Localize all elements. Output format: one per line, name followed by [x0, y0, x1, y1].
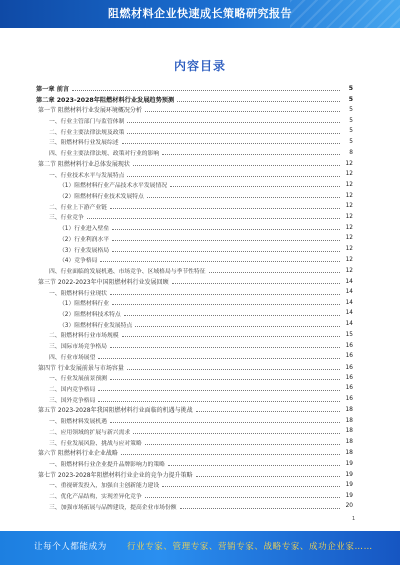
toc-entry-page: 18 [345, 417, 353, 424]
toc-entry[interactable] [36, 244, 353, 255]
toc-entry-page: 19 [345, 460, 353, 467]
toc-entry-label: 一、行业技术水平与发展特点 [49, 172, 125, 179]
toc-entry-label: 三、加强市场拓展与品牌建设，提高企业市场份额 [49, 504, 177, 511]
toc-dot-leader [87, 218, 340, 219]
toc-dot-leader [122, 336, 340, 337]
toc-dot-leader [196, 411, 340, 412]
toc-entry-label: （2）阻燃材料行业技术发展特点 [59, 194, 144, 201]
toc-entry[interactable] [36, 490, 353, 501]
toc-entry-label: 二、阻燃材料行业市场规模 [49, 333, 119, 340]
toc-dot-leader [110, 422, 340, 423]
toc-dot-leader [122, 143, 340, 144]
toc-entry[interactable] [36, 458, 353, 469]
toc-entry-label: （2）阻燃材料技术特点 [59, 311, 121, 318]
toc-entry-page: 12 [345, 159, 353, 167]
toc-entry[interactable] [36, 190, 353, 201]
toc-entry-page: 16 [345, 363, 353, 371]
toc-dot-leader [127, 133, 340, 134]
toc-entry-label: （3）阻燃材料行业发展特点 [59, 322, 133, 329]
toc-dot-leader [170, 186, 340, 187]
toc-entry-page: 8 [349, 149, 353, 156]
toc-entry-label: 第一章 前言 [36, 85, 70, 93]
toc-entry-page: 16 [345, 342, 353, 349]
toc-entry-page: 19 [345, 481, 353, 488]
toc-entry-label: 三、国外竞争格局 [49, 397, 96, 404]
toc-entry-label: 三、行业发展风险、挑战与应对策略 [49, 440, 142, 447]
toc-dot-leader [133, 165, 340, 166]
toc-entry-page: 12 [345, 267, 353, 274]
toc-entry[interactable] [36, 222, 353, 233]
toc-entry[interactable] [36, 94, 353, 105]
toc-entry[interactable] [36, 319, 353, 330]
toc-entry-label: 第三节 2022-2023年中国阻燃材料行业发展回顾 [38, 278, 169, 286]
toc-entry-label: 二、行业上下游产业链 [49, 204, 107, 211]
table-of-contents [36, 83, 353, 512]
toc-entry-label: 三、阻燃材料行业发展综述 [49, 140, 119, 147]
toc-dot-leader [127, 369, 340, 370]
footer-slogan: 让每个人都能成为 [34, 542, 107, 552]
toc-entry[interactable] [36, 83, 353, 94]
toc-entry-page: 5 [348, 84, 353, 92]
toc-dot-leader [110, 208, 340, 209]
toc-entry[interactable] [36, 415, 353, 426]
toc-entry-page: 12 [345, 235, 353, 242]
toc-entry-label: 二、优化产品结构，实现差异化竞争 [49, 494, 142, 501]
toc-entry[interactable] [36, 147, 353, 158]
toc-entry-page: 5 [349, 128, 353, 135]
toc-entry-label: 第七节 2023-2028年阻燃材料行业企业的竞争力提升策略 [38, 471, 193, 479]
toc-entry-label: 一、阻燃材料发展机遇 [49, 419, 107, 426]
toc-entry-label: 三、行业竞争 [49, 215, 84, 222]
toc-entry-page: 14 [345, 289, 353, 296]
toc-entry[interactable] [36, 330, 353, 341]
toc-dot-leader [177, 101, 340, 102]
toc-entry[interactable] [36, 480, 353, 491]
toc-dot-leader [133, 433, 340, 434]
toc-entry[interactable] [36, 104, 353, 115]
toc-dot-leader [110, 379, 340, 380]
toc-dot-leader [124, 315, 340, 316]
toc-entry-page: 5 [349, 138, 353, 145]
toc-dot-leader [209, 272, 340, 273]
page-number: 1 [352, 516, 356, 522]
toc-dot-leader [110, 347, 340, 348]
toc-entry-label: 四、行业主要法律法规、政策对行业的影响 [49, 151, 160, 158]
toc-entry[interactable] [36, 158, 353, 169]
toc-entry-label: 第六节 阻燃材料行业企业战略 [38, 450, 118, 458]
toc-entry-page: 12 [345, 203, 353, 210]
toc-entry[interactable] [36, 308, 353, 319]
toc-entry[interactable] [36, 137, 353, 148]
toc-entry-page: 18 [345, 406, 353, 414]
toc-entry-page: 12 [345, 246, 353, 253]
toc-entry-page: 12 [345, 171, 353, 178]
toc-entry-page: 12 [345, 213, 353, 220]
toc-entry[interactable] [36, 447, 353, 458]
toc-dot-leader [145, 111, 340, 112]
toc-entry-page: 18 [345, 449, 353, 457]
toc-dot-leader [145, 444, 340, 445]
toc-dot-leader [98, 358, 340, 359]
toc-entry-label: （1）阻燃材料行业产品技术水平发展情况 [59, 183, 168, 190]
toc-entry-page: 18 [345, 428, 353, 435]
toc-entry-page: 12 [345, 181, 353, 188]
toc-entry-label: 二、国内竞争格局 [49, 386, 96, 393]
toc-entry-label: （2）行业利润水平 [59, 236, 110, 243]
toc-dot-leader [162, 154, 340, 155]
toc-entry-page: 20 [345, 503, 353, 510]
toc-entry[interactable] [36, 340, 353, 351]
toc-dot-leader [127, 176, 340, 177]
toc-entry-page: 14 [345, 321, 353, 328]
toc-entry-label: 二、应用领域的扩展与新兴需求 [49, 429, 131, 436]
toc-entry[interactable] [36, 469, 353, 480]
toc-entry-page: 19 [345, 470, 353, 478]
toc-dot-leader [112, 229, 340, 230]
toc-entry[interactable] [36, 394, 353, 405]
toc-entry-label: 二、行业主要法律法规及政策 [49, 129, 125, 136]
toc-entry-label: 四、行业市场展望 [49, 354, 96, 361]
toc-entry-page: 5 [349, 117, 353, 124]
toc-entry-label: （1）阻燃材料行业 [59, 301, 110, 308]
toc-entry-label: 第二节 阻燃材料行业总体发展现状 [38, 160, 130, 168]
toc-entry-page: 16 [345, 374, 353, 381]
toc-dot-leader [98, 401, 340, 402]
toc-entry[interactable] [36, 405, 353, 416]
toc-entry-label: 第一节 阻燃材料行业发展环境概况分析 [38, 107, 142, 115]
toc-entry-label: 第五节 2023-2028年我国阻燃材料行业面临的机遇与挑战 [38, 407, 193, 415]
toc-entry[interactable] [36, 179, 353, 190]
toc-entry-page: 16 [345, 385, 353, 392]
toc-dot-leader [112, 251, 340, 252]
toc-entry-label: 第四节 行业发展前景与市场容量 [38, 364, 124, 372]
toc-entry-page: 14 [345, 299, 353, 306]
toc-dot-leader [98, 390, 340, 391]
toc-entry[interactable] [36, 383, 353, 394]
toc-entry[interactable] [36, 126, 353, 137]
toc-entry[interactable] [36, 297, 353, 308]
toc-entry-page: 14 [345, 277, 353, 285]
toc-entry-label: 一、重视研发投入，加强自主创新能力建设 [49, 483, 160, 490]
toc-entry[interactable] [36, 201, 353, 212]
toc-dot-leader [168, 465, 340, 466]
toc-dot-leader [172, 283, 340, 284]
toc-entry-page: 16 [345, 353, 353, 360]
toc-entry[interactable] [36, 115, 353, 126]
toc-entry[interactable] [36, 362, 353, 373]
toc-entry[interactable] [36, 276, 353, 287]
toc-entry-label: （4）竞争格局 [59, 258, 98, 265]
toc-entry[interactable] [36, 169, 353, 180]
toc-dot-leader [112, 304, 340, 305]
toc-dot-leader [112, 240, 340, 241]
toc-dot-leader [162, 486, 340, 487]
toc-entry[interactable] [36, 212, 353, 223]
toc-entry-page: 12 [345, 224, 353, 231]
toc-dot-leader [72, 90, 340, 91]
toc-entry-page: 15 [345, 331, 353, 338]
toc-entry-label: 三、国际市场竞争格局 [49, 344, 107, 351]
toc-dot-leader [110, 294, 340, 295]
toc-entry-label: 一、行业主管部门与监管体制 [49, 119, 125, 126]
toc-dot-leader [135, 326, 340, 327]
toc-entry-page: 16 [345, 396, 353, 403]
toc-entry[interactable] [36, 372, 353, 383]
toc-entry-page: 12 [345, 192, 353, 199]
toc-entry[interactable] [36, 287, 353, 298]
toc-dot-leader [145, 497, 340, 498]
toc-entry-page: 18 [345, 439, 353, 446]
toc-dot-leader [147, 197, 340, 198]
toc-entry-label: 一、行业发展前景预测 [49, 376, 107, 383]
toc-entry[interactable] [36, 255, 353, 266]
toc-dot-leader [127, 122, 340, 123]
toc-entry[interactable] [36, 265, 353, 276]
toc-dot-leader [121, 454, 340, 455]
toc-entry-label: 四、行业面临的发展机遇、市场竞争、区域格局与季节性特征 [49, 269, 206, 276]
toc-entry[interactable] [36, 233, 353, 244]
toc-entry-label: （3）行业发展格局 [59, 247, 110, 254]
toc-entry[interactable] [36, 426, 353, 437]
footer-tagline: 行业专家、管理专家、营销专家、战略专家、成功企业家…… [127, 542, 373, 552]
toc-dot-leader [100, 261, 340, 262]
toc-entry-label: 第二章 2023-2028年阻燃材料行业发展趋势预测 [36, 96, 175, 104]
toc-dot-leader [196, 476, 340, 477]
toc-entry-page: 12 [345, 256, 353, 263]
toc-entry[interactable] [36, 437, 353, 448]
report-title: 阻燃材料企业快速成长策略研究报告 [108, 7, 292, 20]
toc-entry-page: 14 [345, 310, 353, 317]
toc-entry[interactable] [36, 351, 353, 362]
toc-entry[interactable] [36, 501, 353, 512]
toc-entry-label: 一、阻燃材料行业企业提升品牌影响力的策略 [49, 462, 165, 469]
toc-entry-page: 19 [345, 492, 353, 499]
toc-entry-label: 一、阻燃材料行业现状 [49, 290, 107, 297]
toc-dot-leader [180, 508, 340, 509]
toc-entry-page: 5 [349, 106, 353, 114]
toc-entry-page: 5 [348, 95, 353, 103]
toc-heading: 内容目录 [173, 59, 226, 73]
toc-entry-label: （1）行业进入壁垒 [59, 226, 110, 233]
